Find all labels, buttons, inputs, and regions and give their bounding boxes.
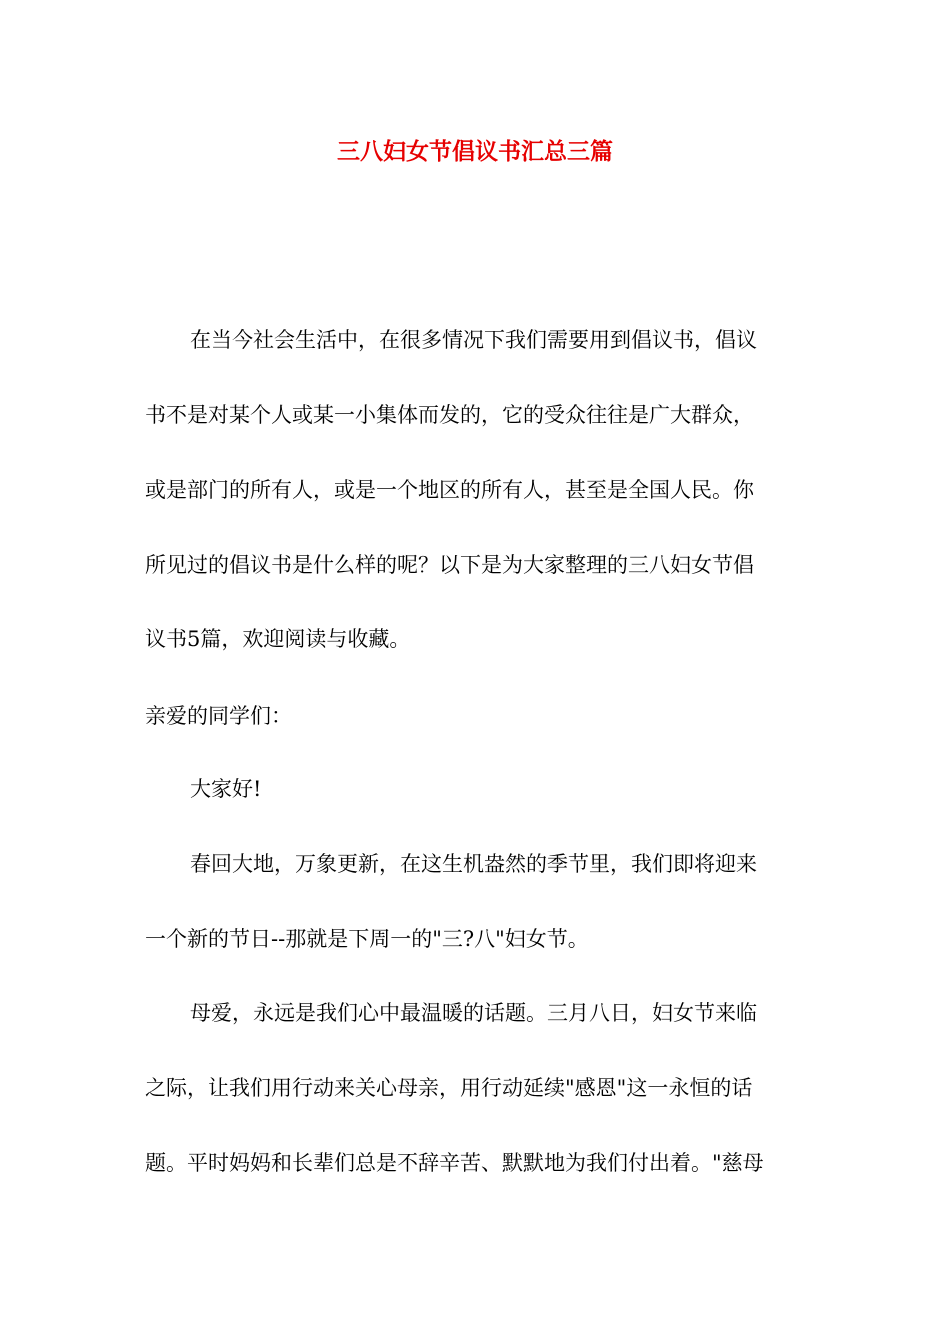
body-line: 或是部门的所有人，或是一个地区的所有人，甚至是全国人民。你: [145, 478, 754, 502]
body-line: 议书5篇，欢迎阅读与收藏。: [145, 627, 411, 651]
salutation: 亲爱的同学们：: [145, 704, 292, 728]
body-line: 母爱，永远是我们心中最温暖的话题。三月八日，妇女节来临: [190, 1001, 757, 1025]
greeting: 大家好!: [190, 777, 262, 801]
body-line: 之际，让我们用行动来关心母亲，用行动延续"感恩"这一永恒的话: [145, 1076, 753, 1100]
body-line: 所见过的倡议书是什么样的呢？以下是为大家整理的三八妇女节倡: [145, 553, 754, 577]
body-line: 书不是对某个人或某一小集体而发的，它的受众往往是广大群众，: [145, 403, 754, 427]
document-title: 三八妇女节倡议书汇总三篇: [337, 138, 613, 165]
body-line: 题。平时妈妈和长辈们总是不辞辛苦、默默地为我们付出着。"慈母: [145, 1151, 764, 1175]
body-line: 一个新的节日--那就是下周一的"三?八"妇女节。: [145, 927, 589, 951]
body-line: 在当今社会生活中，在很多情况下我们需要用到倡议书，倡议: [190, 328, 757, 352]
body-line: 春回大地，万象更新，在这生机盎然的季节里，我们即将迎来: [190, 852, 757, 876]
